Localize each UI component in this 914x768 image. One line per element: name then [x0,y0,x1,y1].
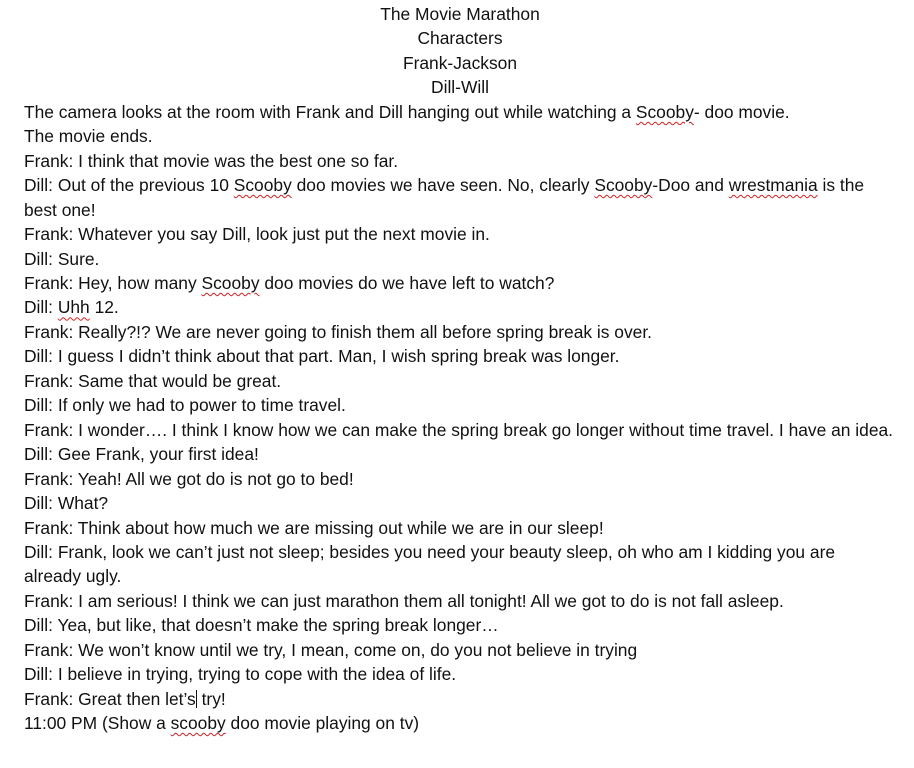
script-line [24,711,896,735]
line-text: Frank: I wonder…. I think I know how we can make the spring break go longer without time travel. I have an idea. [24,419,894,440]
cast-entry-dill: Dill-Will [431,77,489,98]
characters-heading: Characters [417,28,503,49]
line-text: Dill: I guess I didn’t think about that part. Man, I wish spring break was longer. [24,346,620,367]
line-text: Dill: If only we had to power to time travel. [24,395,346,416]
script-line [24,271,896,295]
line-text: The camera looks at the room with Frank and Dill hanging out while watching a [24,101,636,122]
script-line [24,369,896,393]
script-line [24,613,896,637]
line-text: Dill: What? [24,493,109,514]
script-line [24,393,896,417]
script-line [24,516,896,540]
line-text: 12. [89,297,119,318]
line-text: doo movies we have seen. No, clearly [291,175,595,196]
line-text: try! [196,688,226,709]
line-text: -Doo and [652,175,729,196]
cast-entry-frank: Frank-Jackson [402,52,518,73]
script-line [24,589,896,613]
script-line [24,442,896,466]
line-text: doo movie playing on tv) [225,713,420,734]
line-text: Frank: Really?!? We are never going to finish them all before spring break is over. [24,321,652,342]
script-line [24,100,896,124]
spelling-flagged-word: Scooby [594,175,653,196]
script-line [24,124,896,148]
script-line [24,344,896,368]
line-text: Dill: Frank, look we can’t just not sleep; besides you need your beauty sleep, oh who am I kidding you are already ugly. [24,541,836,587]
spelling-flagged-word: scooby [170,713,226,734]
script-line [24,320,896,344]
spelling-flagged-word: Scooby [635,101,694,122]
line-text: Frank: Hey, how many [24,272,202,293]
line-text: The movie ends. [24,126,153,147]
line-text: Frank: Same that would be great. [24,370,282,391]
script-line [24,687,896,711]
spelling-flagged-word: Scooby [201,272,260,293]
script-line [24,491,896,515]
line-text: - doo movie. [693,101,790,122]
script-line [24,638,896,662]
spelling-flagged-word: Uhh [57,297,90,318]
line-text: Dill: Yea, but like, that doesn’t make the spring break longer… [24,615,499,636]
line-text: is the best one! [24,175,865,220]
line-text: 11:00 PM (Show a [24,713,171,734]
line-text: Frank: I am serious! I think we can just marathon them all tonight! All we got to do is not fall asleep. [24,590,784,611]
line-text: Frank: Whatever you say Dill, look just put the next movie in. [24,224,490,245]
line-text: Frank: Yeah! All we got do is not go to bed! [24,468,354,489]
document-page[interactable] [24,2,896,736]
line-text: doo movies do we have left to watch? [259,272,555,293]
script-line [24,662,896,686]
document-title: The Movie Marathon [380,4,540,24]
script-line [24,418,896,442]
line-text: Frank: Think about how much we are missing out while we are in our sleep! [24,517,604,538]
line-text: Dill: I believe in trying, trying to cope with the idea of life. [24,664,457,685]
spelling-flagged-word: wrestmania [728,175,818,196]
line-text: Dill: Sure. [24,248,100,269]
script-line [24,149,896,173]
line-text: Dill: Gee Frank, your first idea! [24,444,259,465]
line-text: Frank: I think that movie was the best one so far. [24,150,399,171]
line-text: Dill: Out of the previous 10 [24,175,234,196]
script-line [24,295,896,319]
script-line [24,173,896,222]
line-text: Dill: [24,297,58,318]
spelling-flagged-word: Scooby [233,175,292,196]
script-line [24,247,896,271]
script-body [24,100,896,736]
line-text: Frank: We won’t know until we try, I mean, come on, do you not believe in trying [24,639,638,660]
script-line [24,540,896,589]
script-line [24,467,896,491]
line-text: Frank: Great then let’s [24,688,196,709]
script-line [24,222,896,246]
